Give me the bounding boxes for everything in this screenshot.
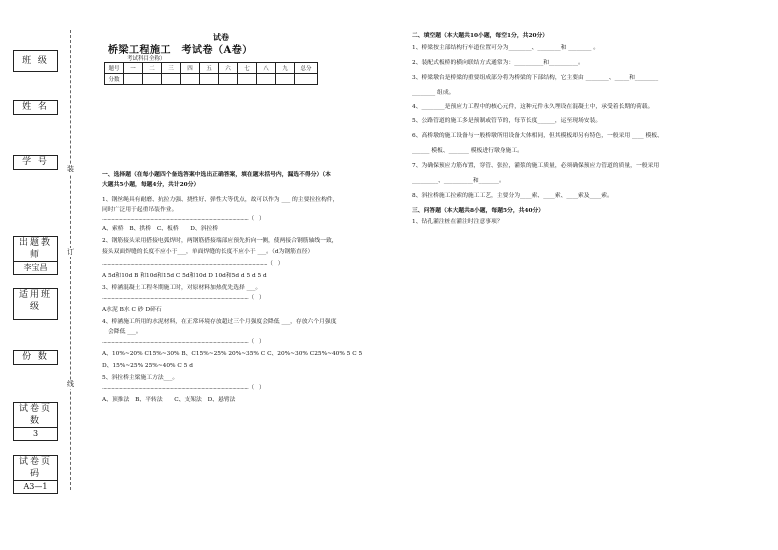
- score-input-cell[interactable]: [276, 74, 295, 85]
- applicable-class-box: [13, 288, 58, 320]
- page-code-value: A3—1: [14, 480, 57, 493]
- pages-box: [13, 402, 58, 441]
- teacher-box: [13, 236, 58, 275]
- q2-text-cont: 接头双面焊缝的长度不应小于___，单面焊缝的长度不应小于 ___。（d为钢筋直径）: [102, 249, 314, 255]
- binding-line: [70, 30, 71, 490]
- binding-mark-xian: 线: [67, 380, 74, 388]
- q3-text: 3、桥涵混凝土工程冬期施工时，对原材料加热优先选择 ___。: [102, 285, 262, 291]
- copies-label: 份 数: [22, 352, 49, 362]
- q1-answer-line: .............................................................................................................（ ）: [102, 216, 265, 222]
- fill-q3-cont: ________ 组成。: [412, 90, 455, 96]
- teacher-label: 出题教师: [18, 238, 52, 260]
- q4-text-cont: 会降低 ___。: [108, 329, 142, 335]
- fill-q3: 3、桥梁墩台是桥梁的重要组成部分将为桥梁的下部结构，它主要由 ________、_____和________: [412, 75, 659, 81]
- paper-subtitle: 考试科目全称）: [127, 56, 166, 62]
- score-input-cell[interactable]: [143, 74, 162, 85]
- pages-value: 3: [14, 427, 57, 440]
- score-input-cell[interactable]: [295, 74, 318, 85]
- score-input-cell[interactable]: [124, 74, 143, 85]
- copies-label-box: [13, 350, 58, 365]
- score-cell: 题号: [105, 63, 124, 74]
- q4-options-cont: D、15%~25% 25%~40% C 5 d: [102, 363, 193, 369]
- score-table-value-row: [105, 74, 318, 85]
- fill-q8: 8、斜拉桥施工拉索的施工工艺，主要分为____索、____索、____索及____索。: [412, 193, 613, 199]
- fill-q7: 7、为确保预应力筋布置，穿管、张拉，灌浆的施工质量，必须确保预应力管道的质量，一般采用: [412, 163, 660, 169]
- fill-q4: 4、________是预应力工程中的核心元件，这种元件永久埋设在混凝土中，承受着长期的荷载。: [412, 104, 654, 110]
- q3-options: A水泥 B水 C 砂 D碎石: [102, 307, 162, 313]
- score-cell: 五: [200, 63, 219, 74]
- score-cell: 总分: [295, 63, 318, 74]
- q4-text: 4、桥涵施工所用的水泥材料，在正常环境存放超过三个月强度会降低 ___，存放六个月强度: [102, 319, 337, 325]
- fill-q6: 6、高桥墩的施工设备与一般桥墩所用设备大体相同，但其模板却另有特色，一般采用 ____ 模板、: [412, 133, 663, 139]
- score-input-cell[interactable]: [219, 74, 238, 85]
- score-input-cell[interactable]: [257, 74, 276, 85]
- fill-q5: 5、公路管道的施工多是预制或管节的，每节长度______，运至现场安装。: [412, 118, 602, 124]
- score-input-cell[interactable]: [162, 74, 181, 85]
- score-input-cell[interactable]: [238, 74, 257, 85]
- score-input-cell[interactable]: [200, 74, 219, 85]
- q4-options: A、10%~20% C15%~30% B、C15%~25% 20%~35% C C、20%~30% C25%~40% 5 C 5: [102, 351, 363, 357]
- paper-small-title: 试卷: [213, 32, 229, 42]
- name-label: 姓 名: [22, 102, 49, 112]
- fill-q6-cont: ______ 模板、_______ 模板进行墩身施工。: [412, 148, 523, 154]
- q5-answer-line: .............................................................................................................（ ）: [102, 385, 265, 391]
- q5-text: 5、斜拉桥主梁施工方法___。: [102, 375, 179, 381]
- student-id-label: 学 号: [22, 157, 49, 167]
- section1-title-cont: 大题共5小题，每题4分，共计20分）: [102, 182, 200, 188]
- section3-title: 三、问答题（本大题共8小题，每题5分，共40分）: [412, 208, 545, 214]
- page-code-box: [13, 455, 58, 494]
- class-label-box: [13, 50, 58, 72]
- binding-mark-ding: 订: [67, 248, 74, 256]
- pages-label: 试卷页数: [18, 404, 52, 426]
- score-cell: 二: [143, 63, 162, 74]
- score-cell: 三: [162, 63, 181, 74]
- section2-title: 二、填空题（本大题共10小题，每空1分，共20分）: [412, 33, 549, 39]
- class-label: 班 级: [22, 56, 49, 66]
- score-cell: 九: [276, 63, 295, 74]
- q5-options: A、顶推法 B、平转法 C、支架法 D、悬臂法: [102, 397, 236, 403]
- score-input-cell[interactable]: [181, 74, 200, 85]
- teacher-value: 李宝昌: [14, 261, 57, 274]
- paper-title: 桥梁工程施工 考试卷（A卷）: [108, 45, 253, 56]
- q1-text-cont: 同时广泛用于起重吊装作业。: [102, 207, 178, 213]
- score-table-header-row: [105, 63, 318, 74]
- score-cell: 一: [124, 63, 143, 74]
- page-code-label: 试卷页码: [18, 457, 52, 479]
- binding-mark-zhuang: 装: [67, 165, 74, 173]
- q2-options: A 5d和10d B 和10d和15d C 5d和10d D 10d和5d d 5 d 5 d: [102, 273, 267, 279]
- name-label-box: [13, 100, 58, 115]
- section1-title: 一、选择题（在每小题四个备选答案中选出正确答案，填在题末括号内，漏选不得分）（本: [102, 172, 331, 178]
- q2-answer-line: ...........................................................................................................................（ ）: [102, 261, 284, 267]
- score-row-label: 分数: [105, 74, 124, 85]
- q3-answer-line: .............................................................................................................（ ）: [102, 295, 265, 301]
- score-table: [104, 62, 318, 85]
- q4-answer-line: .............................................................................................................（ ）: [102, 339, 265, 345]
- score-cell: 八: [257, 63, 276, 74]
- fill-q7-cont: _________、__________和_______。: [412, 178, 505, 184]
- score-cell: 七: [238, 63, 257, 74]
- applicable-class-label: 适用班级: [18, 290, 52, 312]
- student-id-label-box: [13, 155, 58, 170]
- q1-text: 1、钢丝绳具有耐磨、抗拉力强、挠性好、弹性大等优点，故可以作为 ___ 的主要拉拉构件，: [102, 197, 339, 203]
- fill-q2: 2、装配式板桥的横向联结方式通常为：__________和__________。: [412, 60, 584, 66]
- score-cell: 四: [181, 63, 200, 74]
- essay-q1: 1、钻孔灌注桩在灌注时注意事项？: [412, 219, 503, 225]
- q1-options: A、索桥 B、拱桥 C、板桥 D、斜拉桥: [102, 226, 219, 232]
- q2-text: 2、钢筋接头采用搭接电弧焊时，两钢筋搭接端部应预先折向一侧，使两接合钢筋轴线一致，: [102, 238, 338, 244]
- fill-q1: 1、桥梁按主部结构行车道位置可分为________、________和 ________ 。: [412, 45, 600, 51]
- score-cell: 六: [219, 63, 238, 74]
